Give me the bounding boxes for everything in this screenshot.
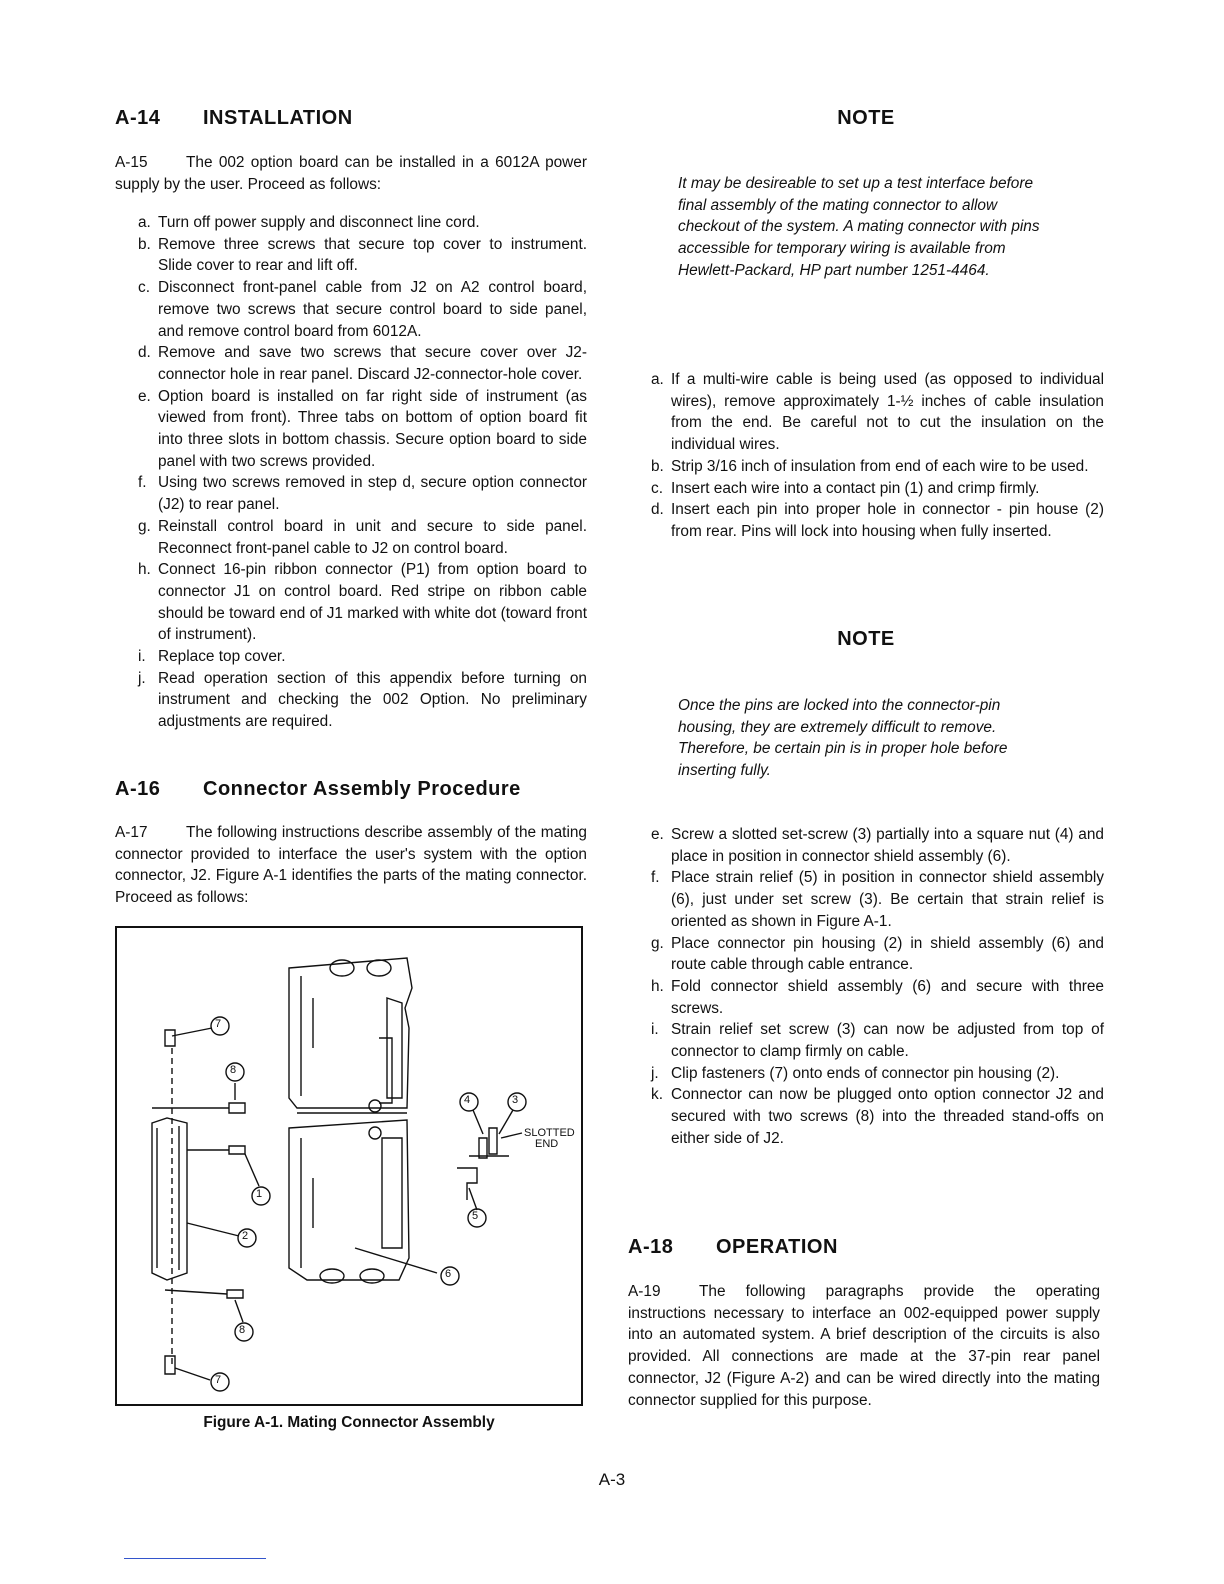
- callout-6: 6: [445, 1268, 452, 1280]
- list-item: j. Clip fasteners (7) onto ends of connector pin housing (2).: [651, 1064, 1060, 1082]
- callout-7-top: 7: [215, 1018, 222, 1030]
- assembly-steps: [628, 824, 1104, 1150]
- list-item: d. Insert each pin into proper hole in connector - pin house (2) from rear. Pins will lock into housing when fully inserted.: [651, 501, 1104, 540]
- installation-steps: [115, 212, 587, 733]
- list-item: j. Read operation section of this appendix before turning on instrument and checking the 002 Option. No preliminary adjustments are required.: [138, 669, 587, 731]
- callout-4: 4: [464, 1094, 471, 1106]
- slotted-label: SLOTTED: [524, 1127, 575, 1139]
- paragraph-a19: A-19 The following paragraphs provide the operating instructions necessary to interface an 002-equipped power supply into an automated system. A brief description of the circuits is also provided. All connections are made at the 37-pin rear panel connector, J2 (Figure A-2) and can be wired directly into the mating connector supplied for this purpose.: [628, 1283, 1100, 1409]
- callout-7-bottom: 7: [215, 1374, 222, 1386]
- callout-5: 5: [472, 1210, 479, 1222]
- paragraph-a17: A-17 The following instructions describe assembly of the mating connector provided to interface the user's system with the option connector, J2. Figure A-1 identifies the parts of the mating connector. Proceed as follows:: [115, 824, 587, 907]
- callout-8-bottom: 8: [239, 1324, 246, 1336]
- callout-1: 1: [256, 1188, 263, 1200]
- figure-a1-box: [115, 926, 583, 1406]
- list-item: c. Insert each wire into a contact pin (1) and crimp firmly.: [651, 479, 1040, 497]
- list-item: e. Option board is installed on far right side of instrument (as viewed from front). Three tabs on bottom of option board fit into three slots in bottom chassis. Secure option board to side panel with two screws provided.: [138, 387, 587, 470]
- list-item: h. Connect 16-pin ribbon connector (P1) from option board to connector J1 on control board. Red stripe on ribbon cable should be toward end of J1 marked with white dot (toward front of instrument).: [138, 561, 587, 644]
- note-heading-2: NOTE: [837, 628, 895, 650]
- mating-connector-diagram: [117, 928, 581, 1404]
- wiring-steps: [628, 369, 1104, 543]
- note-text-1: It may be desireable to set up a test interface before final assembly of the mating connector to allow checkout of the system. A mating connector with pins accessible for temporary wiring is available from Hewlett-Packard, HP part number 1251-4464.: [678, 175, 1040, 279]
- figure-caption: Figure A-1. Mating Connector Assembly: [203, 1414, 495, 1431]
- footer-rule: [124, 1558, 266, 1559]
- section-heading-installation: A-14 INSTALLATION: [115, 107, 353, 129]
- list-item: i. Strain relief set screw (3) can now be adjusted from top of connector to clamp firmly on cable.: [651, 1021, 1104, 1061]
- callout-3: 3: [512, 1094, 519, 1106]
- list-item: i. Replace top cover.: [138, 648, 286, 666]
- end-label: END: [535, 1138, 559, 1150]
- list-item: k. Connector can now be plugged onto option connector J2 and secured with two screws (8) into the threaded stand-offs on either side of J2.: [651, 1086, 1104, 1147]
- callout-2: 2: [242, 1230, 249, 1242]
- list-item: a. If a multi-wire cable is being used (as opposed to individual wires), remove approximately 1-½ inches of cable insulation from the end. Be careful not to cut the insulation on the individual wires.: [651, 371, 1104, 454]
- list-item: e. Screw a slotted set-screw (3) partially into a square nut (4) and place in position in connector shield assembly (6).: [651, 826, 1104, 865]
- list-item: g. Place connector pin housing (2) in shield assembly (6) and route cable through cable entrance.: [651, 934, 1104, 974]
- page-number: A-3: [598, 1470, 626, 1489]
- list-item: h. Fold connector shield assembly (6) and secure with three screws.: [651, 977, 1104, 1017]
- list-item: d. Remove and save two screws that secure cover over J2-connector hole in rear panel. Discard J2-connector-hole cover.: [138, 344, 587, 383]
- list-item: a. Turn off power supply and disconnect line cord.: [138, 214, 480, 231]
- list-item: c. Disconnect front-panel cable from J2 on A2 control board, remove two screws that secure control board to side panel, and remove control board from 6012A.: [138, 279, 587, 340]
- list-item: b. Strip 3/16 inch of insulation from end of each wire to be used.: [651, 457, 1089, 475]
- note-heading-1: NOTE: [837, 107, 895, 129]
- list-item: g. Reinstall control board in unit and secure to side panel. Reconnect front-panel cable to J2 on control board.: [138, 517, 587, 557]
- list-item: f. Place strain relief (5) in position in connector shield assembly (6), just under set screw (3). Be certain that strain relief is oriented as shown in Figure A-1.: [651, 869, 1104, 930]
- list-item: b. Remove three screws that secure top cover to instrument. Slide cover to rear and lift off.: [138, 235, 587, 275]
- callout-8-top: 8: [230, 1064, 237, 1076]
- paragraph-a15: A-15 The 002 option board can be installed in a 6012A power supply by the user. Proceed as follows:: [115, 154, 587, 193]
- note-text-2: Once the pins are locked into the connector-pin housing, they are extremely difficult to remove. Therefore, be certain pin is in proper hole before inserting fully.: [678, 697, 1008, 780]
- section-heading-operation: A-18 OPERATION: [628, 1236, 838, 1258]
- list-item: f. Using two screws removed in step d, secure option connector (J2) to rear panel.: [138, 474, 587, 514]
- section-heading-connector-assembly: A-16 Connector Assembly Procedure: [115, 778, 521, 800]
